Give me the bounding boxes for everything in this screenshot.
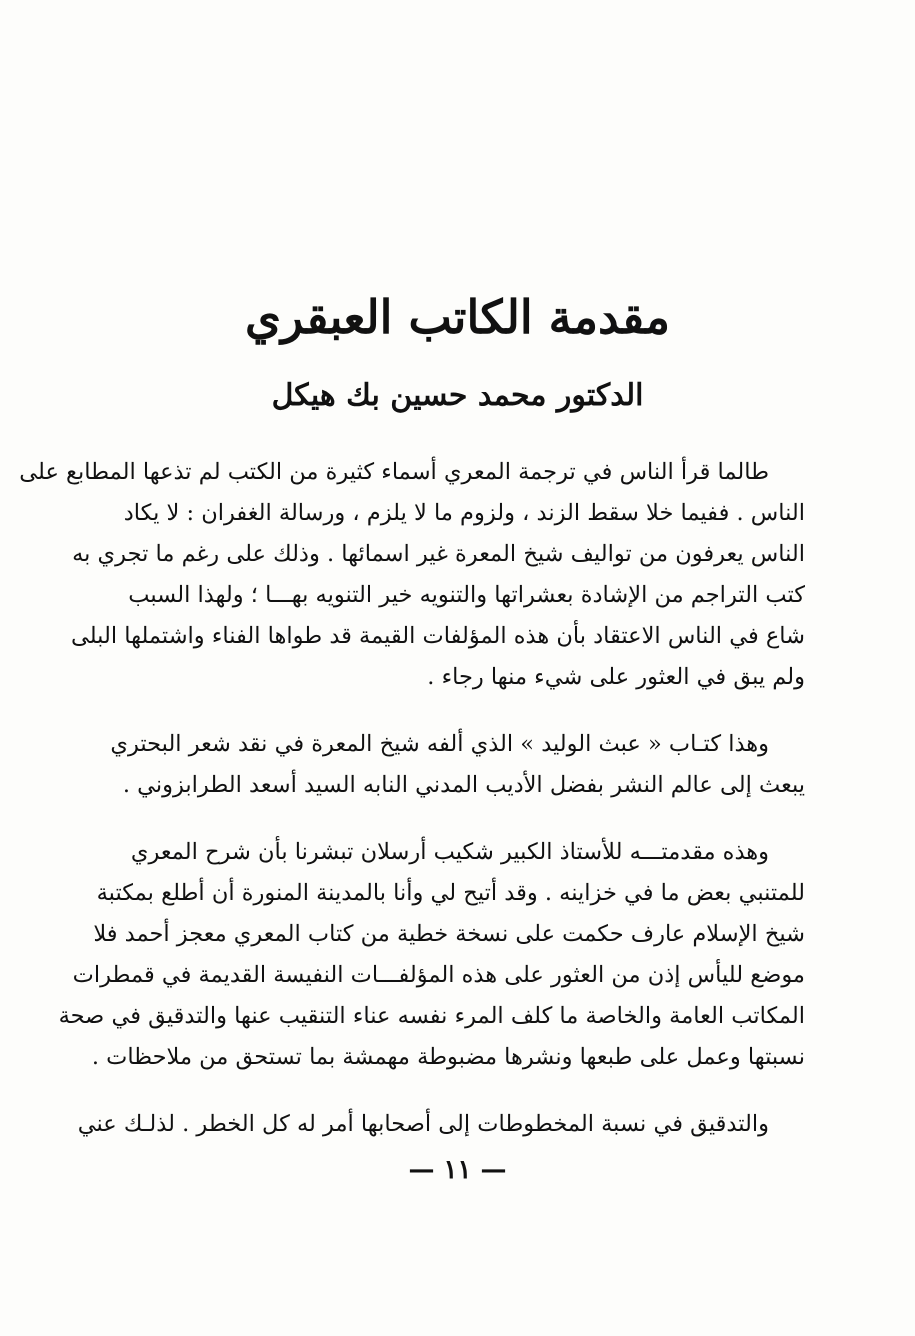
text-line: موضع لليأس إذن من العثور على هذه المؤلفـــات النفيسة القديمة في قمطرات [72,962,805,988]
text-line: الناس . ففيما خلا سقط الزند ، ولزوم ما لا يلزم ، ورسالة الغفران : لا يكاد [123,500,805,526]
text-line: شاع في الناس الاعتقاد بأن هذه المؤلفات القيمة قد طواها الفناء واشتملها البلى [70,623,805,649]
text-line: وهذه مقدمتـــه للأستاذ الكبير شكيب أرسلان تبشرنا بأن شرح المعري [130,839,769,865]
text-line: ولم يبق في العثور على شيء منها رجاء . [427,664,805,690]
text-line: الناس يعرفون من تواليف شيخ المعرة غير اسمائها . وذلك على رغم ما تجري به [72,541,805,567]
text-line: شيخ الإسلام عارف حكمت على نسخة خطية من كتاب المعري معجز أحمد فلا [93,921,805,947]
paragraph-2 [105,724,805,806]
text-line: يبعث إلى عالم النشر بفضل الأديب المدني النابه السيد أسعد الطرابزوني . [122,772,805,798]
paragraph-1 [19,452,805,698]
paragraph-4 [77,1104,805,1145]
body-text [19,452,805,1171]
paragraph-3 [58,832,805,1078]
author-line: الدكتور محمد حسين بك هيكل [271,378,644,413]
text-line: والتدقيق في نسبة المخطوطات إلى أصحابها أمر له كل الخطر . لذلـك عني [77,1111,769,1137]
page-number: — ١١ — [408,1155,507,1185]
text-line: للمتنبي بعض ما في خزاينه . وقد أتيح لي وأنا بالمدينة المنورة أن أطلع بمكتبة [96,880,805,906]
text-line: وهذا كتـاب « عبث الوليد » الذي ألفه شيخ المعرة في نقد شعر البحتري [110,731,769,757]
chapter-title: مقدمة الكاتب العبقري [244,290,671,344]
text-line: المكاتب العامة والخاصة ما كلف المرء نفسه عناء التنقيب عنها والتدقيق في صحة [58,1003,805,1029]
text-line: طالما قرأ الناس في ترجمة المعري أسماء كثيرة من الكتب لم تذعها المطابع على [19,459,769,485]
text-line: كتب التراجم من الإشادة بعشراتها والتنويه خير التنويه بهـــا ؛ ولهذا السبب [128,582,805,608]
text-line: نسبتها وعمل على طبعها ونشرها مضبوطة مهمشة بما تستحق من ملاحظات . [91,1044,805,1070]
